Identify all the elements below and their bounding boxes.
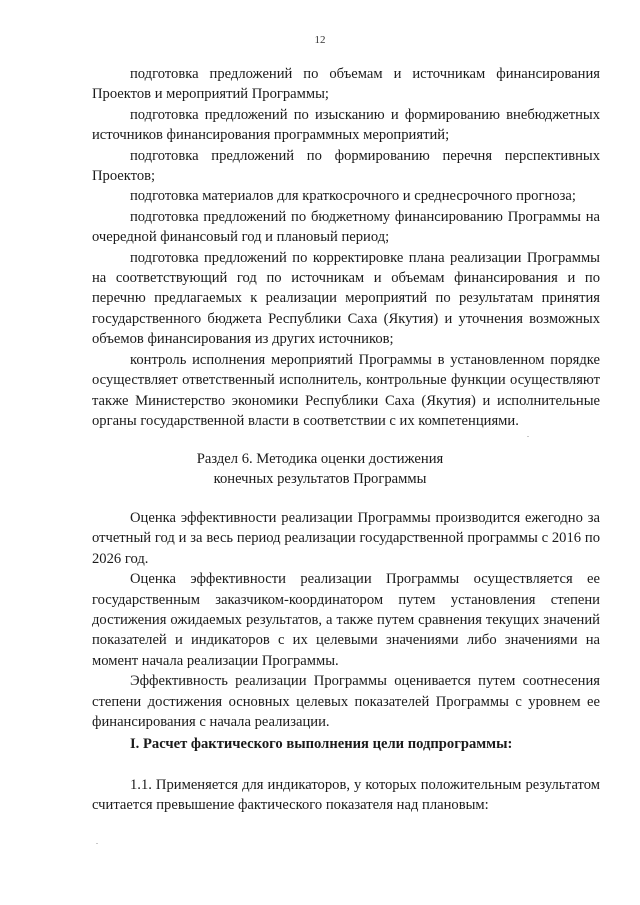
subsection-heading: I. Расчет фактического выполнения цели подпрограммы: [130, 736, 513, 752]
section-heading [0, 449, 640, 490]
section-heading-line: конечных результатов Программы [213, 471, 427, 488]
scan-speck [96, 843, 98, 844]
paragraph: Эффективность реализации Программы оценивается путем соотнесения степени достижения основных целевых показателей Программы с уровнем ее финансирования с начала реализации. [92, 673, 600, 731]
paragraph: подготовка материалов для краткосрочного и среднесрочного прогноза; [130, 188, 576, 205]
section-heading-line: Раздел 6. Методика оценки достижения [196, 451, 444, 467]
paragraph: подготовка предложений по изысканию и формированию внебюджетных источников финансирования программных мероприятий; [92, 106, 600, 144]
paragraph: подготовка предложений по объемам и источникам финансирования Проектов и мероприятий Программы; [92, 66, 600, 103]
top-text-block [92, 64, 600, 431]
paragraph: подготовка предложений по корректировке плана реализации Программы на соответствующий год по источникам и объемам финансирования и по перечню предлагаемых к реализации мероприятий по результатам принятия государственного бюджета Республики Саха (Якутия) и уточнения возможных объемов финансирования из других источников; [92, 249, 600, 348]
scan-speck [527, 436, 529, 437]
paragraph: подготовка предложений по формированию перечня перспективных Проектов; [92, 147, 600, 185]
paragraph: 1.1. Применяется для индикаторов, у которых положительным результатом считается превышение фактического показателя над плановым: [92, 777, 600, 814]
page-number: 12 [314, 34, 326, 46]
section-text-block [92, 508, 600, 732]
paragraph: Оценка эффективности реализации Программы производится ежегодно за отчетный год и за весь период реализации государственной программы с 2016 по 2026 год. [92, 510, 600, 567]
paragraph: контроль исполнения мероприятий Программы в установленном порядке осуществляет ответственный исполнитель, контрольные функции осуществляют также Министерство экономики Республики Саха (Якутия) и исполнительные органы государственной власти в соответствии с их компетенциями. [92, 351, 600, 429]
paragraph: подготовка предложений по бюджетному финансированию Программы на очередной финансовый год и плановый период; [92, 208, 600, 246]
paragraph: Оценка эффективности реализации Программы осуществляется ее государственным заказчиком-координатором путем установления степени достижения ожидаемых результатов, а также путем сравнения текущих значений показателей и индикаторов с их целевыми значениями либо значениями на момент начала реализации Программы. [92, 571, 600, 669]
bottom-text-block [92, 775, 600, 816]
